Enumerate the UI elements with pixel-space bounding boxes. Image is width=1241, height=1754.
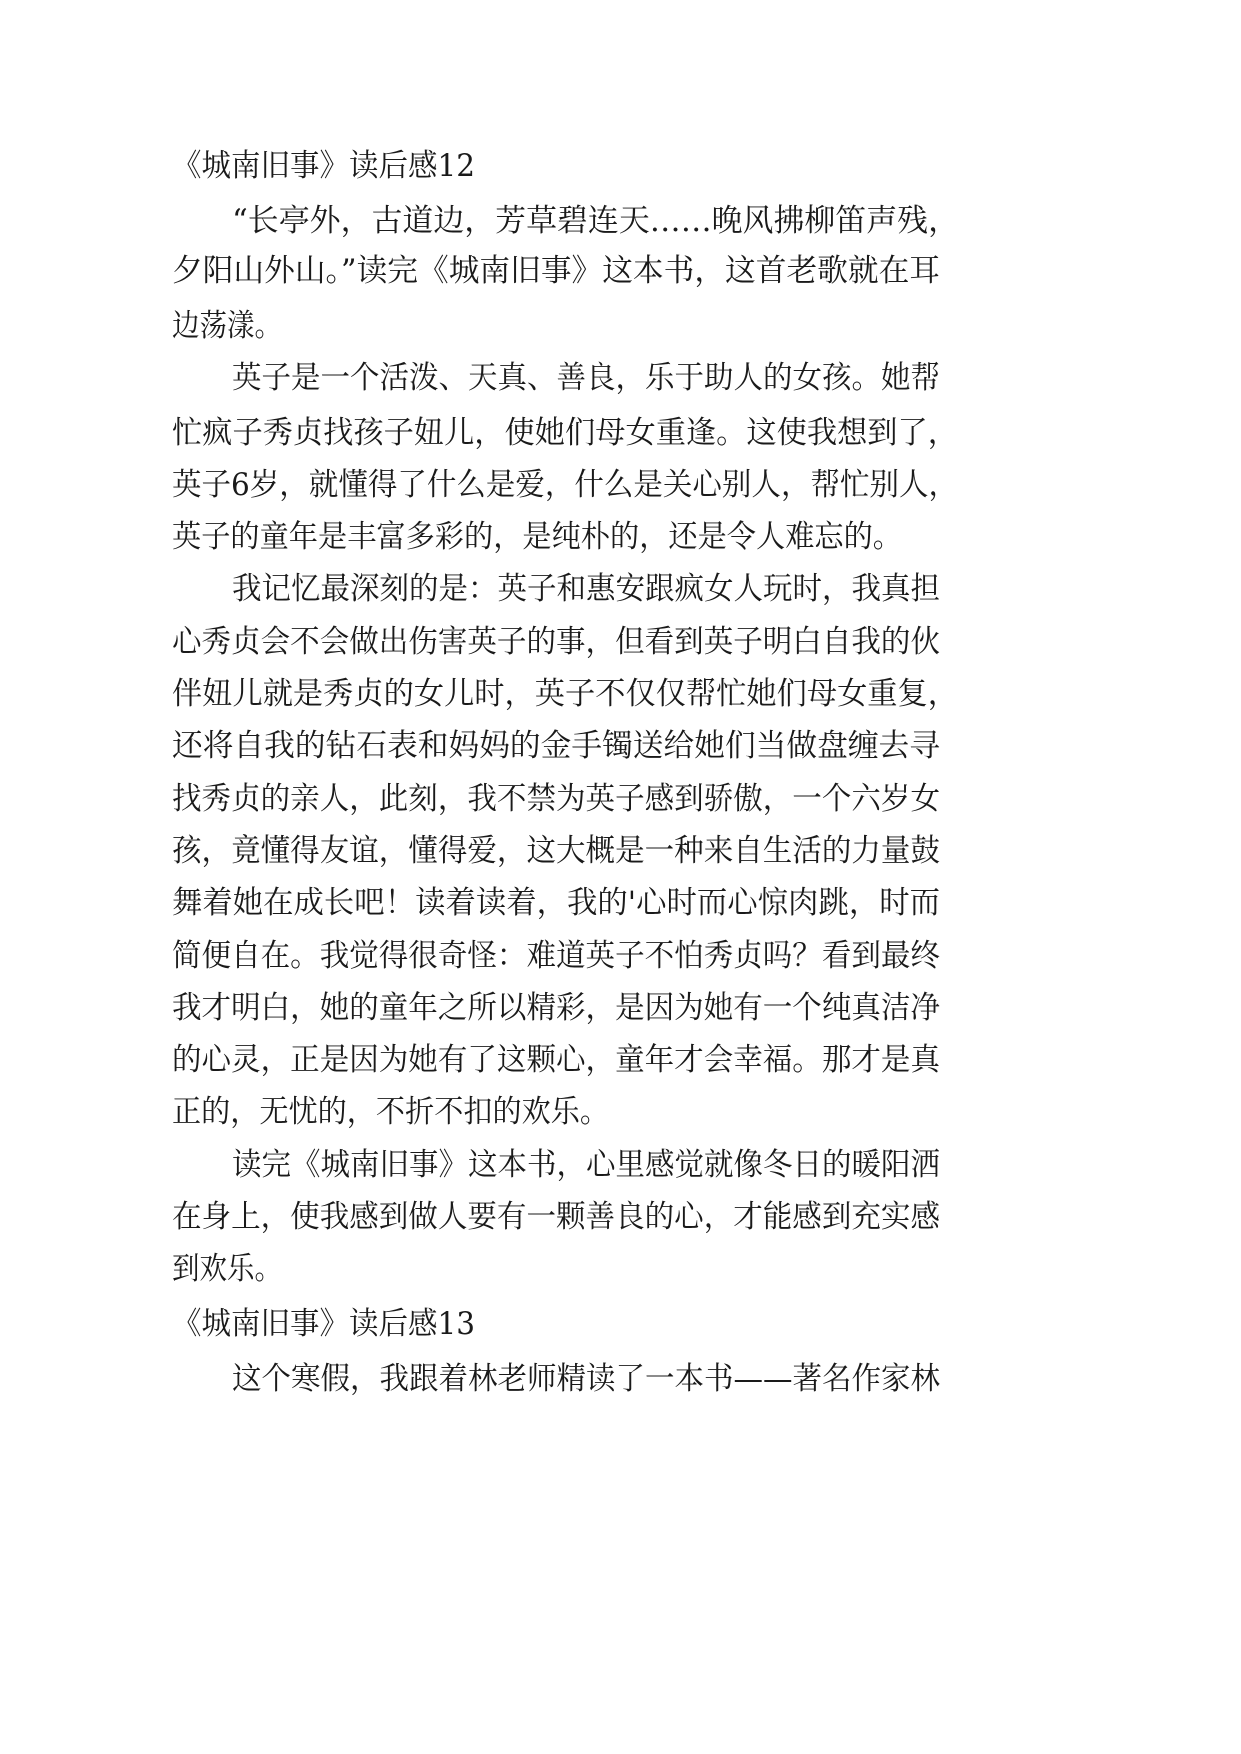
paragraph-line [0,875,1241,931]
paragraph-line-text: 到欢乐。 [172,1251,282,1287]
paragraph-line-text: 还将自我的钻石表和妈妈的金手镯送给她们当做盘缠去寻 [172,728,940,764]
paragraph-line-text: 英子的童年是丰富多彩的，是纯朴的，还是令人难忘的。 [172,519,902,555]
paragraph-line [0,1189,1241,1245]
paragraph-line [0,823,1241,879]
paragraph-line-text: 找秀贞的亲人，此刻，我不禁为英子感到骄傲，一个六岁女 [172,781,940,817]
paragraph-line [0,1032,1241,1088]
paragraph-line-text: 夕阳山外山。”读完《城南旧事》这本书，这首老歌就在耳 [172,253,940,289]
heading-12 [0,138,1241,194]
paragraph-line [0,509,1241,565]
heading-13 [0,1296,1241,1352]
paragraph-line-text: 我才明白，她的童年之所以精彩，是因为她有一个纯真洁净 [172,990,940,1026]
heading-12-text: 《城南旧事》读后感12 [172,148,475,184]
paragraph-line-text: 英子6岁，就懂得了什么是爱，什么是关心别人，帮忙别人， [172,467,958,503]
paragraph-line-text: 边荡漾。 [172,308,282,344]
paragraph-line [0,718,1241,774]
paragraph-line [0,350,1241,406]
paragraph-line-text: “长亭外，古道边，芳草碧连天……晚风拂柳笛声残， [232,203,959,239]
paragraph-line [0,1241,1241,1297]
paragraph-line-text: 心秀贞会不会做出伤害英子的事，但看到英子明白自我的伙 [172,624,940,660]
paragraph-line-text: 舞着她在成长吧！读着读着，我的'心时而心惊肉跳，时而 [172,885,940,921]
paragraph-line [0,457,1241,513]
paragraph-line [0,561,1241,617]
paragraph-line [0,1137,1241,1193]
paragraph-line-text: 正的，无忧的，不折不扣的欢乐。 [172,1094,609,1130]
paragraph-line-text: 在身上，使我感到做人要有一颗善良的心，才能感到充实感 [172,1199,940,1235]
paragraph-line [0,928,1241,984]
paragraph-line-text: 这个寒假，我跟着林老师精读了一本书——著名作家林 [232,1361,940,1397]
paragraph-line-text: 英子是一个活泼、天真、善良，乐于助人的女孩。她帮 [232,360,940,396]
paragraph-line-text: 我记忆最深刻的是：英子和惠安跟疯女人玩时，我真担 [232,571,940,607]
paragraph-line [0,243,1241,299]
paragraph-line-text: 忙疯子秀贞找孩子妞儿，使她们母女重逢。这使我想到了， [172,415,958,451]
paragraph-line-text: 孩，竟懂得友谊，懂得爱，这大概是一种来自生活的力量鼓 [172,833,940,869]
paragraph-line [0,1084,1241,1140]
paragraph-line [0,193,1241,249]
paragraph-line [0,614,1241,670]
paragraph-line [0,771,1241,827]
paragraph-line [0,666,1241,722]
paragraph-line-text: 伴妞儿就是秀贞的女儿时，英子不仅仅帮忙她们母女重复， [172,676,958,712]
paragraph-line-text: 的心灵，正是因为她有了这颗心，童年才会幸福。那才是真 [172,1042,940,1078]
paragraph-line [0,405,1241,461]
paragraph-line [0,980,1241,1036]
paragraph-line [0,298,1241,354]
paragraph-line-text: 读完《城南旧事》这本书，心里感觉就像冬日的暖阳洒 [232,1147,940,1183]
paragraph-line [0,1351,1241,1407]
paragraph-line-text: 简便自在。我觉得很奇怪：难道英子不怕秀贞吗？看到最终 [172,938,940,974]
heading-13-text: 《城南旧事》读后感13 [172,1306,475,1342]
